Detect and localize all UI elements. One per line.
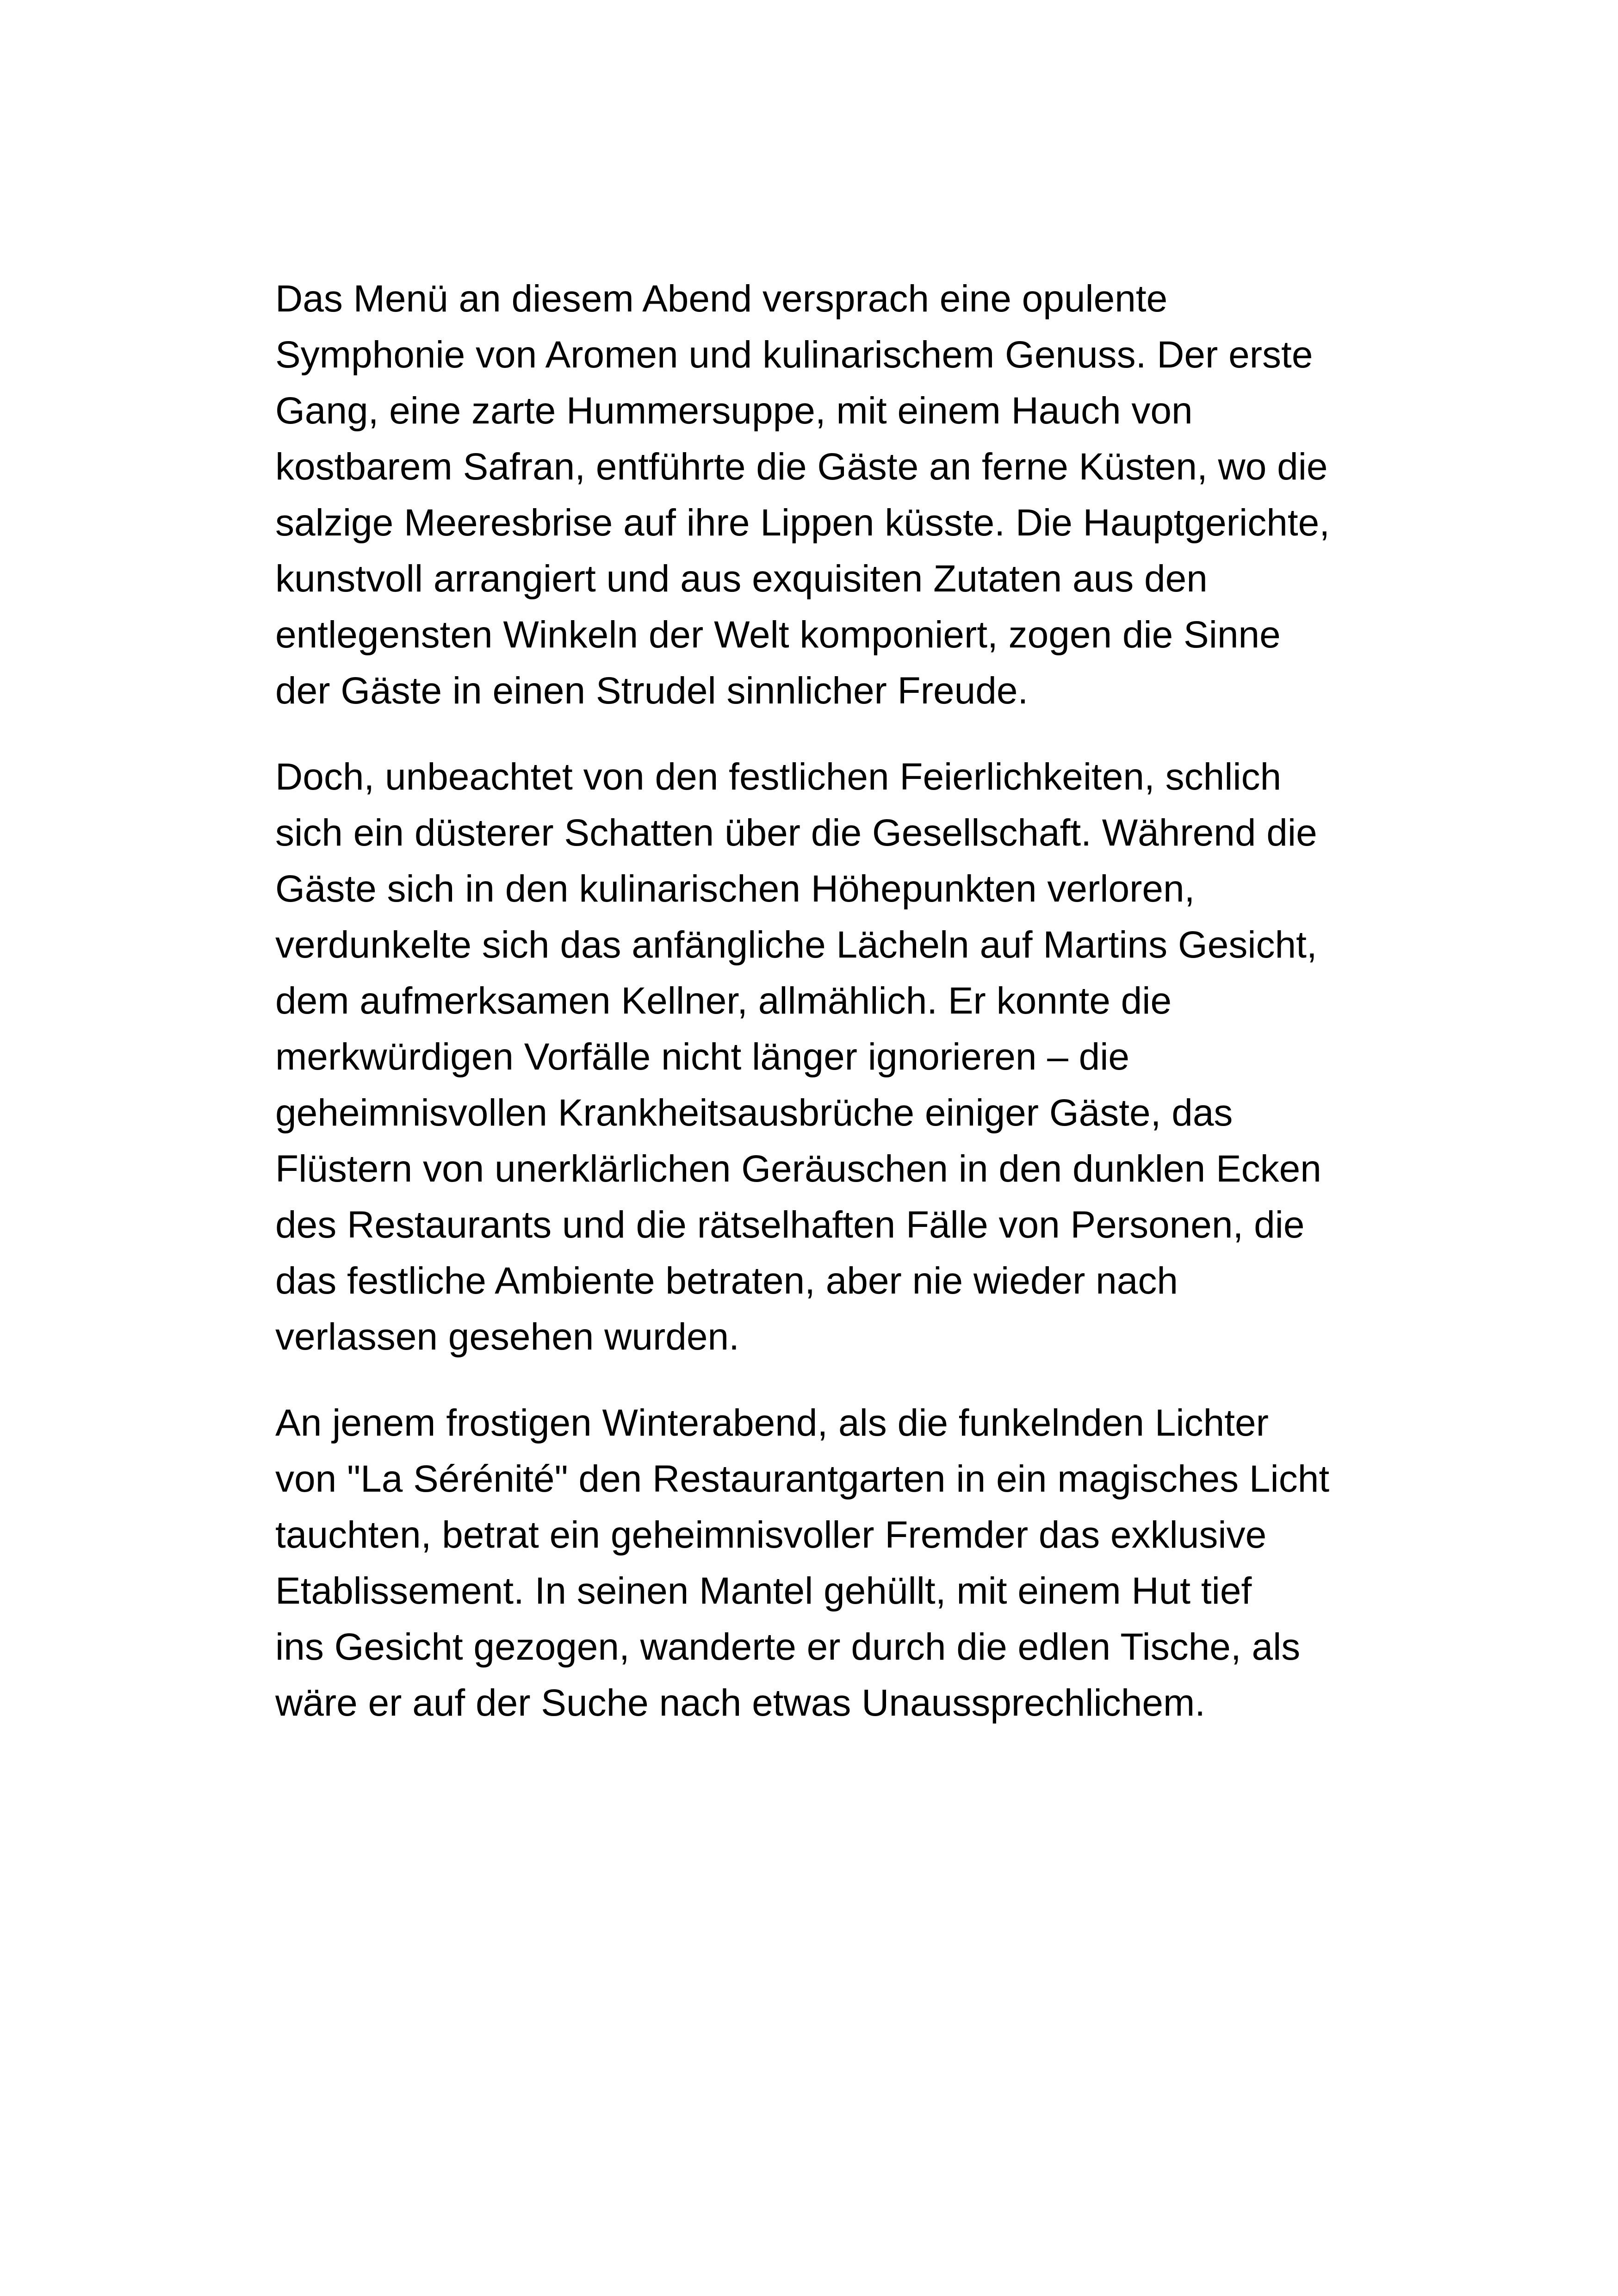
text-line: Symphonie von Aromen und kulinarischem Genuss. Der erste	[275, 334, 1313, 376]
text-line: verdunkelte sich das anfängliche Lächeln auf Martins Gesicht,	[275, 924, 1317, 966]
text-line: dem aufmerksamen Kellner, allmählich. Er konnte die	[275, 980, 1172, 1022]
text-line: von "La Sérénité" den Restaurantgarten in ein magisches Licht	[275, 1458, 1330, 1500]
text-line: wäre er auf der Suche nach etwas Unaussprechlichem.	[275, 1682, 1206, 1724]
text-line: der Gäste in einen Strudel sinnlicher Freude.	[275, 670, 1029, 712]
text-line: ins Gesicht gezogen, wanderte er durch die edlen Tische, als	[275, 1626, 1301, 1668]
paragraph-3	[275, 1395, 1386, 1731]
text-line: merkwürdigen Vorfälle nicht länger ignorieren – die	[275, 1036, 1130, 1078]
text-line: An jenem frostigen Winterabend, als die funkelnden Lichter	[275, 1402, 1269, 1444]
text-line: Gäste sich in den kulinarischen Höhepunkten verloren,	[275, 868, 1195, 910]
text-line: sich ein düsterer Schatten über die Gesellschaft. Während die	[275, 812, 1317, 854]
text-line: Gang, eine zarte Hummersuppe, mit einem Hauch von	[275, 390, 1193, 432]
text-line: kostbarem Safran, entführte die Gäste an ferne Küsten, wo die	[275, 446, 1328, 488]
paragraph-2	[275, 749, 1386, 1365]
text-line: Flüstern von unerklärlichen Geräuschen in den dunklen Ecken	[275, 1148, 1321, 1190]
text-line: tauchten, betrat ein geheimnisvoller Fremder das exklusive	[275, 1514, 1267, 1556]
text-line: salzige Meeresbrise auf ihre Lippen küsste. Die Hauptgerichte,	[275, 502, 1330, 544]
text-line: des Restaurants und die rätselhaften Fälle von Personen, die	[275, 1204, 1305, 1246]
text-line: verlassen gesehen wurden.	[275, 1316, 739, 1358]
text-line: Etablissement. In seinen Mantel gehüllt, mit einem Hut tief	[275, 1570, 1252, 1612]
text-line: Doch, unbeachtet von den festlichen Feierlichkeiten, schlich	[275, 756, 1282, 798]
text-line: kunstvoll arrangiert und aus exquisiten Zutaten aus den	[275, 558, 1208, 600]
text-line: das festliche Ambiente betraten, aber nie wieder nach	[275, 1260, 1178, 1302]
body-text	[275, 271, 1386, 1761]
text-line: Das Menü an diesem Abend versprach eine opulente	[275, 278, 1168, 320]
paragraph-1	[275, 271, 1386, 719]
text-line: entlegensten Winkeln der Welt komponiert, zogen die Sinne	[275, 614, 1281, 656]
text-line: geheimnisvollen Krankheitsausbrüche einiger Gäste, das	[275, 1092, 1233, 1134]
